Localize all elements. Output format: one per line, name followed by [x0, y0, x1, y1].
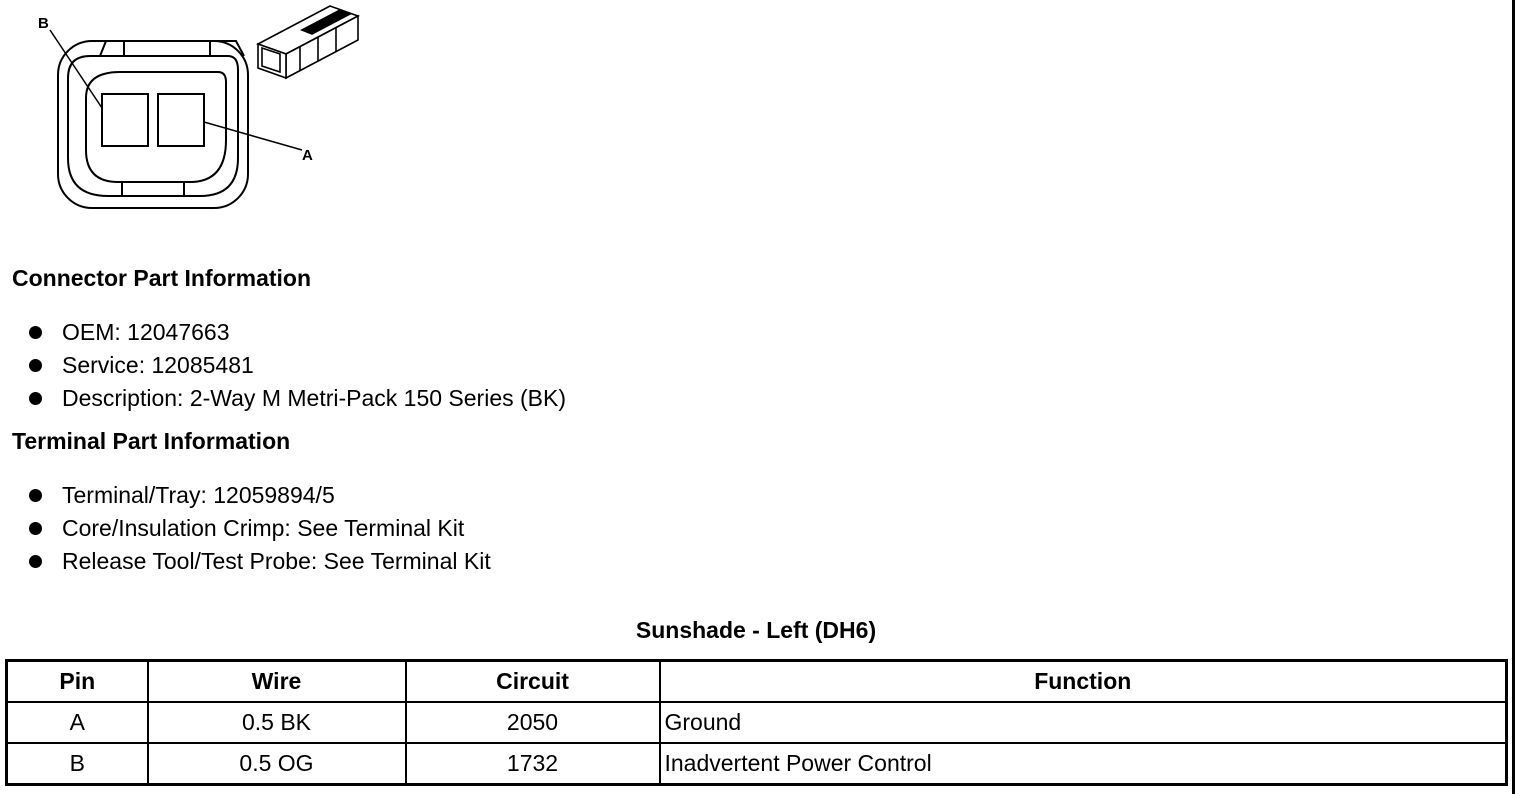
cell-pin: A: [7, 702, 148, 743]
list-item-text: Core/Insulation Crimp: See Terminal Kit: [62, 515, 465, 541]
pin-label-a: A: [302, 147, 313, 164]
bullet-icon: [29, 489, 42, 502]
list-item-text: Description: 2-Way M Metri-Pack 150 Series (BK): [62, 385, 567, 411]
connector-latch: [100, 41, 244, 56]
list-item: [0, 316, 566, 349]
connector-face-diagram: [0, 0, 380, 220]
cell-wire: 0.5 OG: [148, 743, 406, 785]
bullet-icon: [29, 555, 42, 568]
list-item-text: Release Tool/Test Probe: See Terminal Kit: [62, 548, 491, 574]
column-header-wire: Wire: [148, 661, 406, 703]
pinout-table-title: Sunshade - Left (DH6): [635, 617, 877, 643]
list-item: [0, 479, 491, 512]
connector-part-list: [0, 316, 566, 415]
pin-label-b: B: [38, 15, 49, 32]
cell-circuit: 2050: [406, 702, 660, 743]
list-item-text: Terminal/Tray: 12059894/5: [62, 482, 335, 508]
cell-circuit: 1732: [406, 743, 660, 785]
connector-part-info-heading: Connector Part Information: [12, 265, 312, 291]
cell-function: Ground: [660, 702, 1507, 743]
cell-pin: B: [7, 743, 148, 785]
column-header-function: Function: [660, 661, 1507, 703]
terminal-part-list: [0, 479, 491, 578]
leader-line-a: [204, 122, 302, 150]
table-header-row: [7, 661, 1507, 703]
list-item: [0, 349, 566, 382]
cell-wire: 0.5 BK: [148, 702, 406, 743]
column-header-circuit: Circuit: [406, 661, 660, 703]
list-item-text: Service: 12085481: [62, 352, 254, 378]
connector-thumbnail-icon: [258, 6, 358, 78]
list-item: [0, 512, 491, 545]
terminal-cavity-b: [102, 94, 148, 146]
table-row: [7, 743, 1507, 785]
bullet-icon: [29, 359, 42, 372]
cell-function: Inadvertent Power Control: [660, 743, 1507, 785]
bullet-icon: [29, 392, 42, 405]
right-border-line: [1512, 0, 1515, 794]
column-header-pin: Pin: [7, 661, 148, 703]
bullet-icon: [29, 326, 42, 339]
terminal-part-info-heading: Terminal Part Information: [12, 428, 291, 454]
list-item: [0, 382, 566, 415]
list-item-text: OEM: 12047663: [62, 319, 230, 345]
terminal-cavity-a: [158, 94, 204, 146]
bullet-icon: [29, 522, 42, 535]
list-item: [0, 545, 491, 578]
table-row: [7, 702, 1507, 743]
pinout-table: [5, 659, 1508, 786]
